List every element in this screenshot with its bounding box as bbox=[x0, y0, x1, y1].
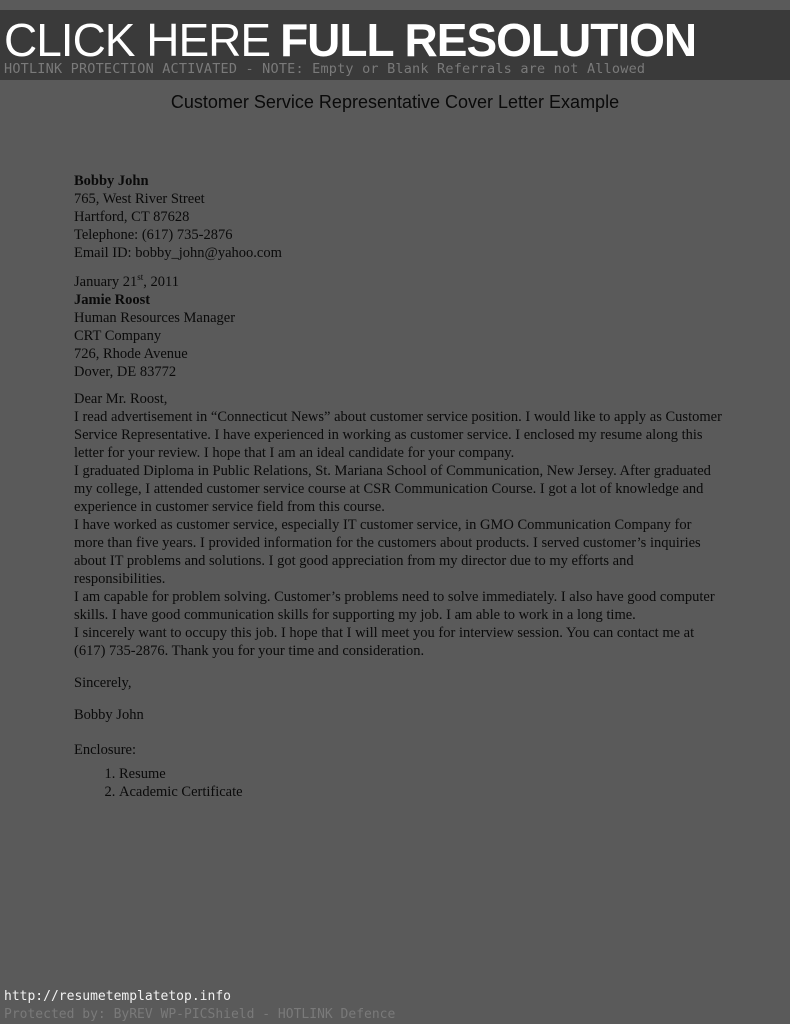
sender-email: Email ID: bobby_john@yahoo.com bbox=[74, 245, 282, 261]
sender-telephone: Telephone: (617) 735-2876 bbox=[74, 227, 233, 243]
protection-notice: Protected by: ByREV WP-PICShield - HOTLINK Defence bbox=[4, 1007, 396, 1022]
letter-date bbox=[74, 273, 724, 291]
body-paragraph: I have worked as customer service, especially IT customer service, in GMO Communication Company for more than five years. I provided information for the customers about products. I served customer’s inquiries about IT problems and solutions. I got good appreciation from my director due to my efforts and responsibilities. bbox=[74, 517, 701, 587]
body-paragraph: I am capable for problem solving. Customer’s problems need to solve immediately. I also have good computer skills. I have good communication skills for supporting my job. I am able to work in a long time. bbox=[74, 589, 715, 623]
salutation: Dear Mr. Roost, bbox=[74, 391, 168, 407]
date-month-day: January 21 bbox=[74, 274, 138, 290]
sender-name: Bobby John bbox=[74, 173, 149, 189]
hotlink-notice: HOTLINK PROTECTION ACTIVATED - NOTE: Empty or Blank Referrals are not Allowed bbox=[4, 61, 646, 77]
closing: Sincerely, bbox=[74, 675, 132, 691]
recipient-street: 726, Rhode Avenue bbox=[74, 346, 188, 362]
full-resolution-link[interactable]: FULL RESOLUTION bbox=[280, 14, 697, 66]
recipient-address bbox=[74, 291, 724, 381]
enclosure-item: 1. Resume bbox=[119, 765, 724, 783]
enclosure-item: 2. Academic Certificate bbox=[119, 783, 724, 801]
recipient-company: CRT Company bbox=[74, 328, 162, 344]
click-here-link[interactable]: CLICK HERE bbox=[4, 14, 271, 66]
cover-letter bbox=[74, 172, 724, 801]
enclosure-list bbox=[74, 765, 724, 801]
hotlink-banner[interactable] bbox=[0, 10, 790, 80]
sender-address bbox=[74, 172, 724, 262]
source-url-link[interactable]: http://resumetemplatetop.info bbox=[4, 989, 231, 1004]
date-year: , 2011 bbox=[143, 274, 179, 290]
sender-city: Hartford, CT 87628 bbox=[74, 209, 190, 225]
body-paragraph: I graduated Diploma in Public Relations, St. Mariana School of Communication, New Jersey. After graduated my college, I attended customer service course at CSR Communication Course. I got a lot of knowledge and experience in customer service field from this course. bbox=[74, 463, 711, 515]
banner-headline[interactable] bbox=[4, 16, 696, 64]
enclosure-label: Enclosure: bbox=[74, 742, 137, 758]
recipient-title: Human Resources Manager bbox=[74, 310, 236, 326]
sender-street: 765, West River Street bbox=[74, 191, 205, 207]
body-paragraph: I sincerely want to occupy this job. I hope that I will meet you for interview session. You can contact me at (617) 735-2876. Thank you for your time and consideration. bbox=[74, 625, 695, 659]
date-ordinal: st bbox=[137, 272, 144, 283]
recipient-name: Jamie Roost bbox=[74, 292, 151, 308]
signature: Bobby John bbox=[74, 707, 144, 723]
page-title: Customer Service Representative Cover Letter Example bbox=[170, 92, 620, 112]
body-paragraph: I read advertisement in “Connecticut News” about customer service position. I would like to apply as Customer Service Representative. I have experienced in working as customer service. I enclosed my resume along this letter for your review. I hope that I am an ideal candidate for your company. bbox=[74, 409, 722, 461]
recipient-city: Dover, DE 83772 bbox=[74, 364, 177, 380]
